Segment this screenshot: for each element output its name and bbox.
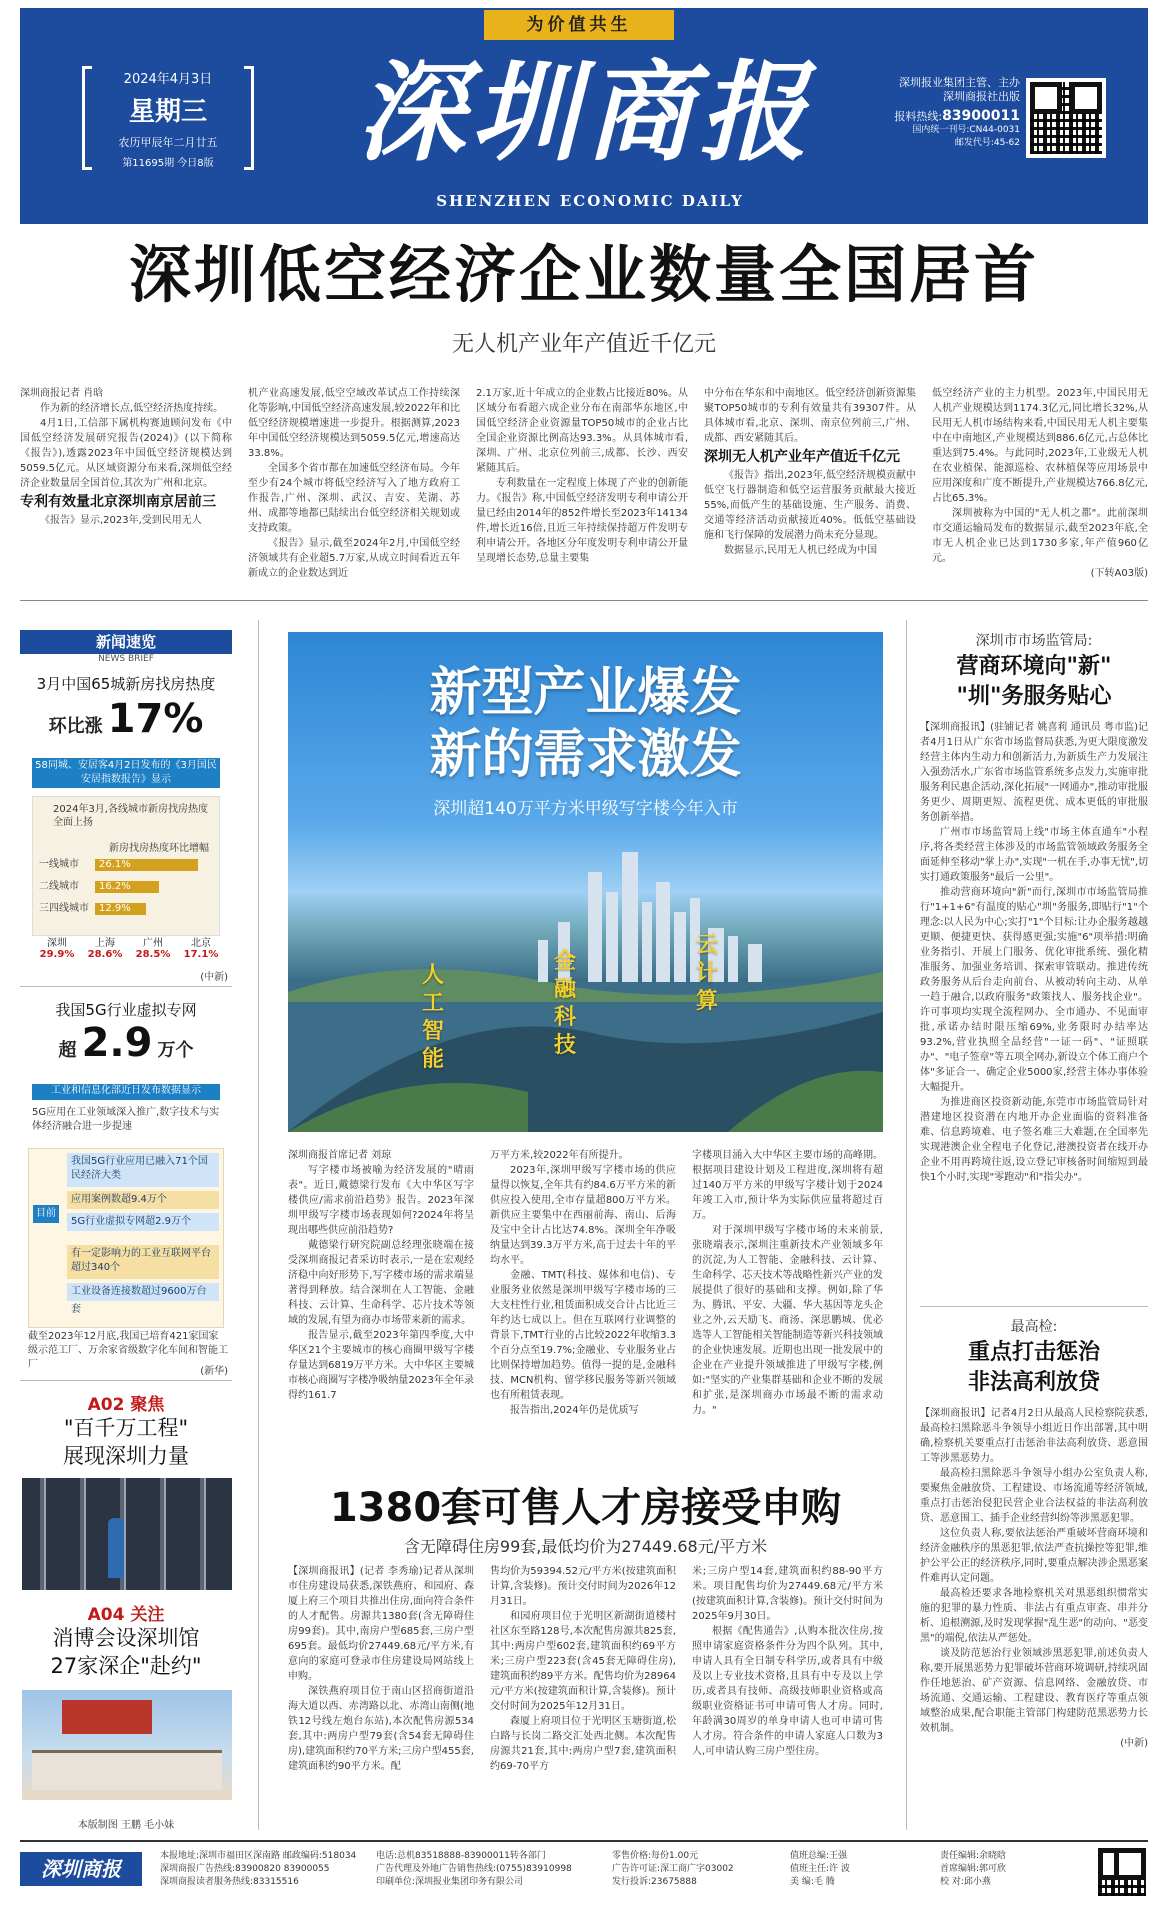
tier-bar: 12.9%	[95, 903, 146, 915]
paragraph: 作为新的经济增长点,低空经济热度持续。	[40, 403, 224, 414]
paragraph: 金融、TMT(科技、媒体和电信)、专业服务业依然是深圳甲级写字楼市场的三大支柱性行业,租赁面积成交合计占比近三年约达七成以上。但在互联网行业调整的背景下,TMT行业的占比较2022年收缩3.3个百分点至19.7%;金融业、专业服务业占比则保持增加趋势。值得一提的是,金融科技、MCN机构、留学移民服务等新兴领域也有所租赁表现。	[490, 1270, 676, 1401]
paragraph: 谈及防范惩治行业领域涉黑恶犯罪,前述负责人称,要开展黑恶势力犯罪破坏营商环境调研,持续巩固作任地惩治、矿产资源、信息网络、金融放贷、市场流通、交通运输、工程建设、教育医疗等重点领域整治成果,配合职能主管部门构建防范黑恶势力长效机制。	[920, 1648, 1148, 1734]
hotline	[860, 108, 1020, 124]
qr-code-icon	[1026, 78, 1106, 158]
main-subheadline: 无人机产业年产值近千亿元	[451, 332, 716, 357]
footer-col	[160, 1850, 360, 1889]
paragraph: 专利数量在一定程度上体现了产业的创新能力。《报告》称,中国低空经济发明专利申请公开量已经由2014年的852件增长至2023年14134件,增长近16倍,且近三年持续保持超万件发明专利申请公开。各地区分年度发明专利申请公开量呈现增长态势,总量主要集	[476, 478, 688, 564]
paragraph: 写字楼市场被喻为经济发展的"晴雨表"。近日,戴德梁行发布《大中华区写字楼供应/需求前沿趋势》报告。2023年深圳甲级写字楼市场表现如何?2024年将呈现出哪些供应前沿趋势?	[288, 1165, 474, 1236]
city-cell	[130, 934, 176, 960]
bracket-right	[244, 66, 254, 170]
brief-stat-1	[20, 696, 232, 742]
talent-column-2	[490, 1564, 676, 1834]
news-brief-heading-en: NEWS BRIEF	[98, 654, 154, 664]
section-subhead: 专利有效量北京深圳南京居前三	[20, 494, 216, 510]
right-story-1	[920, 720, 1148, 1300]
hotline-label: 报料热线:	[894, 110, 943, 123]
paragraph: 报告指出,2024年仍是优质写	[510, 1405, 639, 1416]
footer-line: 零售价格:每份1.00元	[612, 1851, 699, 1861]
city-name: 上海	[95, 938, 115, 949]
story-title: "圳"务服务贴心	[956, 684, 1112, 709]
paragraph: 中分布在华东和中南地区。低空经济创新资源集聚TOP50城市的专利有效量共有39307件。从具体城市看,北京、深圳、南京位列前三,广州、成都、西安紧随其后。	[704, 388, 916, 444]
story-title: 营商环境向"新"	[956, 654, 1112, 679]
city-cell	[82, 934, 128, 960]
newspaper-title: 深圳商报	[356, 50, 813, 176]
stat-line: 5G行业虚拟专网超2.9万个	[67, 1213, 219, 1231]
paragraph: 字楼项目涌入大中华区主要市场的高峰期。根据项目建设计划及工程进度,深圳将有超过140万平方米的甲级写字楼计划于2024年竣工入市,预计华为实际供应量将超过百万。	[692, 1150, 883, 1221]
stat-prefix: 超	[58, 1040, 77, 1061]
lead-column-5	[932, 386, 1148, 598]
tier-label: 一线城市	[39, 859, 79, 870]
brief-stat-2	[20, 1020, 232, 1066]
story-kicker: 深圳市市场监管局:	[975, 633, 1093, 649]
brief-source-bar: 58同城、安居客4月2日发布的《3月国民安居指数报告》显示	[32, 758, 220, 788]
divider	[920, 1306, 1148, 1307]
chart-title: 2024年3月,各线城市新房找房热度全面上扬	[53, 804, 208, 828]
paragraph: 《报告》指出,2023年,低空经济规模贡献中低空飞行器制造和低空运营服务贡献最大接近55%,而低产生的基础设施、生产服务、消费、交通等经济活动贡献接近40%。低低空基础设施和飞行保障的发展潜力尚未充分显现。	[704, 470, 916, 541]
main-headline: 深圳低空经济企业数量全国居首	[128, 238, 1039, 311]
stat-line: 我国5G行业应用已融入71个国民经济大类	[67, 1153, 219, 1187]
stat-line: 应用案例数超9.4万个	[67, 1191, 219, 1209]
paragraph: 根据《配售通告》,认购本批次住房,按照申请家庭资格条件分为四个队列。其中,申请人具有全日制专科学历,或者具有中级及以上专业技术资格,且具有中专及以上学历,或者具有技师、高级技师职业资格或高级职业资格证书可申请可售人才房。同时,年龄满30周岁的单身申请人也可申请可售人才房。符合条件的申请人家庭人口数为3人,可申请认购三房户型住房。	[692, 1626, 883, 1757]
stat-line: 有一定影响力的工业互联网平台超过340个	[67, 1245, 219, 1279]
stats-tag: 目前	[33, 1205, 59, 1223]
footer-line: 印刷单位:深圳报业集团印务有限公司	[376, 1877, 524, 1887]
footer-line: 广告代理及外地广告销售热线:(0755)83910998	[376, 1864, 572, 1874]
paragraph: 4月1日,工信部下属机构赛迪顾问发布《中国低空经济发展研究报告(2024)》(以下简称《报告》),透露2023年中国低空经济规模达到5059.5亿元。从区域资源分布来看,深圳低空经济企业数量居全国首位,其次为广州和北京。	[20, 418, 232, 489]
publisher-info	[860, 76, 1020, 150]
paragraph: 《报告》显示,截至2024年2月,中国低空经济领域共有企业超5.7万家,从成立时间看近五年新成立的企业数达到近	[248, 538, 460, 579]
story-kicker: 最高检:	[1010, 1319, 1058, 1335]
talent-column-3	[692, 1564, 883, 1834]
paragraph: 戴德梁行研究院副总经理张晓端在接受深圳商报记者采访时表示,一是在宏观经济稳中向好形势下,写字楼市场的需求端显著得到释放。结合深圳在人工智能、金融科技、云计算、生命科学、芯片技术等领域的发展,有望为商办市场带来新的需求。	[288, 1240, 474, 1326]
cn-code: 国内统一刊号:CN44-0031	[912, 125, 1020, 135]
office-column-2	[490, 1148, 676, 1466]
paragraph: 2.1万家,近十年成立的企业数占比接近80%。从区域分布看超六成企业分布在南部华东地区,中国低空经济企业资源量TOP50城市的企业占比全国企业资源比例高达93.3%。从具体城市看,深圳、广州、北京位列前三,成都、长沙、西安紧随其后。	[476, 388, 688, 474]
tier-label: 三四线城市	[39, 903, 89, 914]
tier-bar: 26.1%	[95, 859, 198, 871]
teaser-title[interactable]: "百千万工程"	[63, 1416, 189, 1440]
lead-column-1	[20, 386, 232, 598]
stat-unit: 万个	[157, 1040, 194, 1061]
teaser-title[interactable]: 27家深企"赴约"	[50, 1654, 202, 1678]
paragraph: 对于深圳甲级写字楼市场的未来前景,张晓端表示,深圳注重新技术产业领域多年的沉淀,为人工智能、金融科技、云计算、生命科学、芯天技术等战略性新兴产业的发展提供了很好的基础和支撑。例如,除了华为、腾讯、平安、大疆、华大基因等龙头企业之外,云天励飞、商汤、深思鹏城、优必选等人工智能相关智能制造等新兴科技领域的企业快速发展。近期也出现一批发展中的企业在产业提升领域推进了甲级写字楼,例如:"坚实的产业集群基础和企业不断的发展和扩张,是深圳商办市场最不断的需求动力。"	[692, 1225, 883, 1416]
divider	[20, 1380, 232, 1381]
paragraph: 广州市市场监管局上线"市场主体直通车"小程序,将各类经营主体涉及的市场监管领域政务服务全面延伸至移动"掌上办",实现"一机在手,办事无忧",切实打通政策服务"最后一公里"。	[920, 827, 1148, 883]
paragraph: 【深圳商报讯】(记者 李秀瑜)记者从深圳市住房建设局获悉,深铁燕府、和园府、森厦上府三个项目共推出住房,面向符合条件的人才配售。房源共1380套(含无障碍住房99套)。其中,南房户型685套,三房户型695套。最低均价27449.68元/平方米,有意向的家庭可登录市住房建设局网站线上申购。	[288, 1566, 474, 1682]
footer-line: 电话:总机83518888-83900011转各部门	[376, 1851, 546, 1861]
footer-line: 广告许可证:深工商广字03002	[612, 1864, 734, 1874]
photo-headline	[288, 662, 883, 786]
source-note: (新华)	[200, 1366, 228, 1377]
paragraph: 推动营商环境向"新"而行,深圳市市场监管局推行"1+1+6"有温度的贴心"圳"务服务,即贴行"1"个理念:以人民为中心;实打"1"个目标:让办企服务越越更顺、便捷更快、获得感更强;实施"6"项举措:明确业务指引、开展上门服务、优化审批系统、强化精准服务、加强业务培训、探索审管联动。推进传统政务服务从后台走向前台、从被动转向主动、从单一趋于融合,以政府服务"政策找人、服务找企业"。许可事项均实现全流程网办、全市通办、不见面审批,承诺办结时限压缩69%,业务限时办结率达93.2%,营业执照全品经营"一证一码"、"证照联办"、"电子签章"等五项全网办,新设立个体工商户个体"多证合一、确定企业5000家,经营主体办事体验大幅提升。	[920, 887, 1148, 1093]
keyword-vertical: 人工智能	[421, 963, 444, 1072]
qr-code-icon	[1096, 1846, 1148, 1898]
tier-bar: 16.2%	[95, 881, 159, 893]
footer-rule	[20, 1840, 1148, 1842]
byline: 深圳商报记者 肖晗	[20, 388, 104, 399]
paragraph: 最高检还要求各地检察机关对黑恶组织惯常实施的犯罪的暴力性质、非法占有重点审查、串并分析、追根溯源,及时发现掌握"乱生恶"的动向、"恶变黑"的端倪,依法从严惩处。	[920, 1588, 1148, 1644]
footer-line: 发行投诉:23675888	[612, 1877, 697, 1887]
office-column-1	[288, 1148, 474, 1466]
expo-booth-photo	[22, 1690, 232, 1800]
story-title: 重点打击惩治	[967, 1340, 1100, 1365]
chart-legend: 新房找房热度环比增幅	[109, 843, 209, 854]
paragraph: 深铁燕府项目位于南山区招商街道沿海大道以西、赤湾路以北、赤湾山南侧(地铁12号线左炮台东站),本次配售房源534套,其中:两房户型79套(含54套无障碍住房),建筑面积约70平方米;三房户型455套,建筑面积约90平方米。配	[288, 1686, 474, 1772]
byline: 深圳商报首席记者 刘琼	[288, 1150, 392, 1161]
footer-line: 首席编辑:郭可欣	[940, 1864, 1007, 1874]
issue-number: 第11695期 今日8版	[122, 158, 214, 169]
paragraph: 全国多个省市都在加速低空经济布局。今年至少有24个城市将低空经济写入了地方政府工作报告,广州、深圳、武汉、吉安、芜湖、苏州、成都等地都已陆续出台低空经济相关规划或支持政策。	[248, 463, 460, 534]
brief-item-title: 我国5G行业虚拟专网	[55, 1001, 197, 1019]
date-box	[82, 66, 254, 170]
second-headline: 1380套可售人才房接受申购	[329, 1485, 842, 1531]
stat-value: 2.9	[81, 1020, 153, 1066]
stat-line: 工业设备连接数超过9600万台套	[67, 1283, 219, 1301]
paragraph: 【深圳商报讯】(驻铺记者 姚喜莉 通讯员 粤市监)记者4月1日从广东省市场监督局获悉,为更大限度激发经营主体内生动力和创新活力,为新质生产力发展注入强劲活水,广东省市场监管系统多点发力,实施审批服务利民惠企活动,深化拓展"一网通办",推动审批服务更少、周期更短、流程更优、成本更低的审批服务创新举措。	[920, 722, 1148, 823]
footer-line: 值班总编:王强	[790, 1851, 848, 1861]
city-skyline	[288, 832, 883, 1132]
office-column-3	[692, 1148, 883, 1466]
divider	[20, 986, 232, 987]
city-value: 29.9%	[39, 949, 75, 960]
divider	[20, 600, 1148, 601]
editor-credit: 本版制图 王鹏 毛小妹	[77, 1820, 175, 1831]
teaser-title[interactable]: 展现深圳力量	[63, 1444, 189, 1468]
paragraph: 深圳被称为中国的"无人机之都"。此前深圳市交通运输局发布的数据显示,截至2023年底,全市无人机企业已达到1730多家,年产值960亿元。	[932, 508, 1148, 564]
newspaper-title-en: SHENZHEN ECONOMIC DAILY	[436, 192, 744, 210]
column-rule	[906, 620, 907, 1830]
paragraph: 森厦上府项目位于光明区玉塘街道,松白路与长岗二路交汇处西北侧。本次配售房源共21套,其中:两房户型7套,建筑面积约69-70平方	[490, 1716, 676, 1772]
lead-column-3	[476, 386, 688, 598]
paragraph: 米;三房户型14套,建筑面积约88-90平方米。项目配售均价为27449.68元/平方米(按建筑面积计算,含装修)。预计交付时间为2025年9月30日。	[692, 1566, 883, 1622]
paragraph: 售均价为59394.52元/平方米(按建筑面积计算,含装修)。预计交付时间为2026年12月31日。	[490, 1566, 676, 1607]
news-brief-heading: 新闻速览	[20, 630, 232, 654]
tier-label: 二线城市	[39, 881, 79, 892]
server-room-photo	[22, 1478, 232, 1590]
stat-value: 17%	[107, 696, 204, 742]
slogan-banner: 为价值共生	[484, 10, 674, 40]
person-icon	[108, 1518, 124, 1578]
footer-logo: 深圳商报	[20, 1852, 142, 1886]
brief-source-bar: 工业和信息化部近日发布数据显示	[32, 1084, 220, 1100]
footer-line: 校 对:邱小燕	[940, 1877, 991, 1887]
paragraph: 报告显示,截至2023年第四季度,大中华区21个主要城市的核心商圈甲级写字楼存量达到6819万平方米。大中华区主要城市核心商圈写字楼净吸纳量2023年全年录得约161.7	[288, 1330, 474, 1401]
paragraph: 【深圳商报讯】记者4月2日从最高人民检察院获悉,最高检扫黑除恶斗争领导小组近日作出部署,其中明确,检察机关要重点打击惩治非法高利放贷、恶意围工等涉黑恶势力。	[920, 1408, 1148, 1464]
hotline-number: 83900011	[942, 108, 1020, 124]
city-name: 北京	[191, 938, 211, 949]
paragraph: 《报告》显示,2023年,受到民用无人	[40, 515, 202, 526]
stat-prefix: 环比涨	[48, 716, 103, 737]
paragraph: 这位负责人称,要依法惩治严重破坏营商环境和经济金融秩序的黑恶犯罪,依法严查抗操控等犯罪,维护公平公正的经济秩序,同时,要重点解决涉企黑恶案件难再认定问题。	[920, 1528, 1148, 1584]
paragraph: 和园府项目位于光明区新湖街道楼村社区东至路128号,本次配售房源共825套,其中:两房户型602套,建筑面积约69平方米;三房户型223套(含45套无障碍住房),建筑面积约89平方米。配售均价为28964元/平方米(按建筑面积计算,含装修)。预计交付时间为2025年12月31日。	[490, 1611, 676, 1712]
city-cell	[34, 934, 80, 960]
footer-line: 深圳商报广告热线:83900820 83900055	[160, 1864, 330, 1874]
city-name: 深圳	[47, 938, 67, 949]
brief-desc: 5G应用在工业领域深入推广,数字技术与实体经济融合进一步提速	[32, 1107, 220, 1132]
footer-line: 值班主任:许 波	[790, 1864, 850, 1874]
paragraph: 万平方米,较2022年有所提升。	[490, 1150, 629, 1161]
continued-note: (下转A03版)	[1090, 568, 1148, 579]
footer-line: 深圳商报读者服务热线:83315516	[160, 1877, 299, 1887]
footer-line: 本报地址:深圳市福田区深南路 邮政编码:518034	[160, 1851, 357, 1861]
issue-weekday: 星期三	[128, 97, 207, 127]
city-value: 28.5%	[135, 949, 171, 960]
keyword-vertical: 金融科技	[553, 949, 576, 1058]
story-title: 非法高利放贷	[967, 1370, 1100, 1395]
bracket-left	[82, 66, 92, 170]
footer-line: 责任编辑:余晓晗	[940, 1851, 1007, 1861]
post-code: 邮发代号:45-62	[954, 138, 1020, 148]
paragraph: 最高检扫黑除恶斗争领导小组办公室负责人称,要聚焦金融放贷、工程建设、市场流通等经济领域,重点打击惩治侵犯民营企业合法权益的非法高利放贷、恶意围工、插手企业经营纠纷等涉黑恶犯罪。	[920, 1468, 1148, 1524]
footer-col	[790, 1850, 930, 1889]
footer-col	[376, 1850, 596, 1889]
photo-headline-line: 新的需求激发	[429, 725, 742, 785]
publisher-line: 深圳商报社出版	[943, 90, 1020, 103]
heat-chart	[32, 796, 220, 936]
column-rule	[258, 620, 259, 1830]
city-name: 广州	[143, 938, 163, 949]
paragraph: 机产业高速发展,低空空域改革试点工作持续深化等影响,中国低空经济高速发展,较2022年和比低空经济规模增速进一步提升。根据测算,2023年中国低空经济规模达到5059.5亿元,增速高达33.8%。	[248, 388, 460, 459]
keyword-vertical: 云计算	[695, 933, 718, 1014]
city-value: 17.1%	[183, 949, 219, 960]
photo-headline-line: 新型产业爆发	[429, 663, 742, 723]
paragraph: 2023年,深圳甲级写字楼市场的供应量得以恢复,全年共有约84.6万平方米的新供应投入使用,全市存量超800万平方米。新供应主要集中在西丽前海、南山、后海及宝中全计占比达74.8%。深圳全年净吸纳量达到39.3万平方米,高于过去十年的平均水平。	[490, 1165, 676, 1266]
publisher-line: 深圳报业集团主管、主办	[899, 76, 1020, 89]
footer-col	[940, 1850, 1080, 1889]
brief-foot: 截至2023年12月底,我国已培育421家国家级示范工厂、万余家省级数字化车间和智能工厂	[28, 1331, 228, 1370]
booth-counter	[32, 1750, 222, 1790]
city-cell	[178, 934, 224, 960]
teaser-title[interactable]: 消博会设深圳馆	[52, 1626, 200, 1650]
right-story-2	[920, 1406, 1148, 1822]
paragraph: 数据显示,民用无人机已经成为中国	[724, 545, 878, 556]
paragraph: 低空经济产业的主力机型。2023年,中国民用无人机产业规模达到1174.3亿元,同比增长32%,从民用无人机市场结构来看,中国民用无人机主要集中在中南地区,产业规模达到886.6亿元,占总体比重达到75.4%。与此同时,2023年,工业级无人机在农业植保、能源巡检、农林植保等应用场景中应用深度和广度不断提升,产业规模达766.8亿元,占比65.3%。	[932, 388, 1148, 504]
section-subhead: 深圳无人机产业年产值近千亿元	[704, 449, 900, 465]
lunar-date: 农历甲辰年二月廿五	[118, 136, 218, 149]
second-subheadline: 含无障碍住房99套,最低均价为27449.68元/平方米	[403, 1537, 768, 1556]
city-value: 28.6%	[87, 949, 123, 960]
brief-item-title: 3月中国65城新房找房热度	[36, 675, 216, 693]
talent-column-1	[288, 1564, 474, 1834]
teaser-page-tag[interactable]: A02 聚焦	[87, 1395, 165, 1415]
lead-column-2	[248, 386, 460, 598]
lead-column-4	[704, 386, 916, 598]
issue-date: 2024年4月3日	[123, 72, 213, 87]
paragraph: 为推进商区投资新动能,东莞市市场监管局针对潜建地区投资潜在内地开办企业面临的资料准备难、信息跨境难、电子签名难三大难题,在全国率先实现港澳企业全程电子化登记,港澳投资者在线开办企业不用再跨境往返,设立登记审核备时间缩短到最快1个小时,实现"零跑动"和"指尖办"。	[920, 1097, 1148, 1183]
feature-photo	[288, 632, 883, 1132]
teaser-page-tag[interactable]: A04 关注	[87, 1605, 165, 1625]
source-note: (中新)	[1120, 1738, 1148, 1749]
stats-panel	[28, 1148, 224, 1328]
footer-line: 美 编:毛 腾	[790, 1877, 835, 1887]
source-note: (中新)	[200, 972, 228, 983]
booth-sign	[62, 1700, 152, 1734]
photo-subheadline: 深圳超140万平方米甲级写字楼今年入市	[433, 799, 738, 819]
footer-col	[612, 1850, 772, 1889]
